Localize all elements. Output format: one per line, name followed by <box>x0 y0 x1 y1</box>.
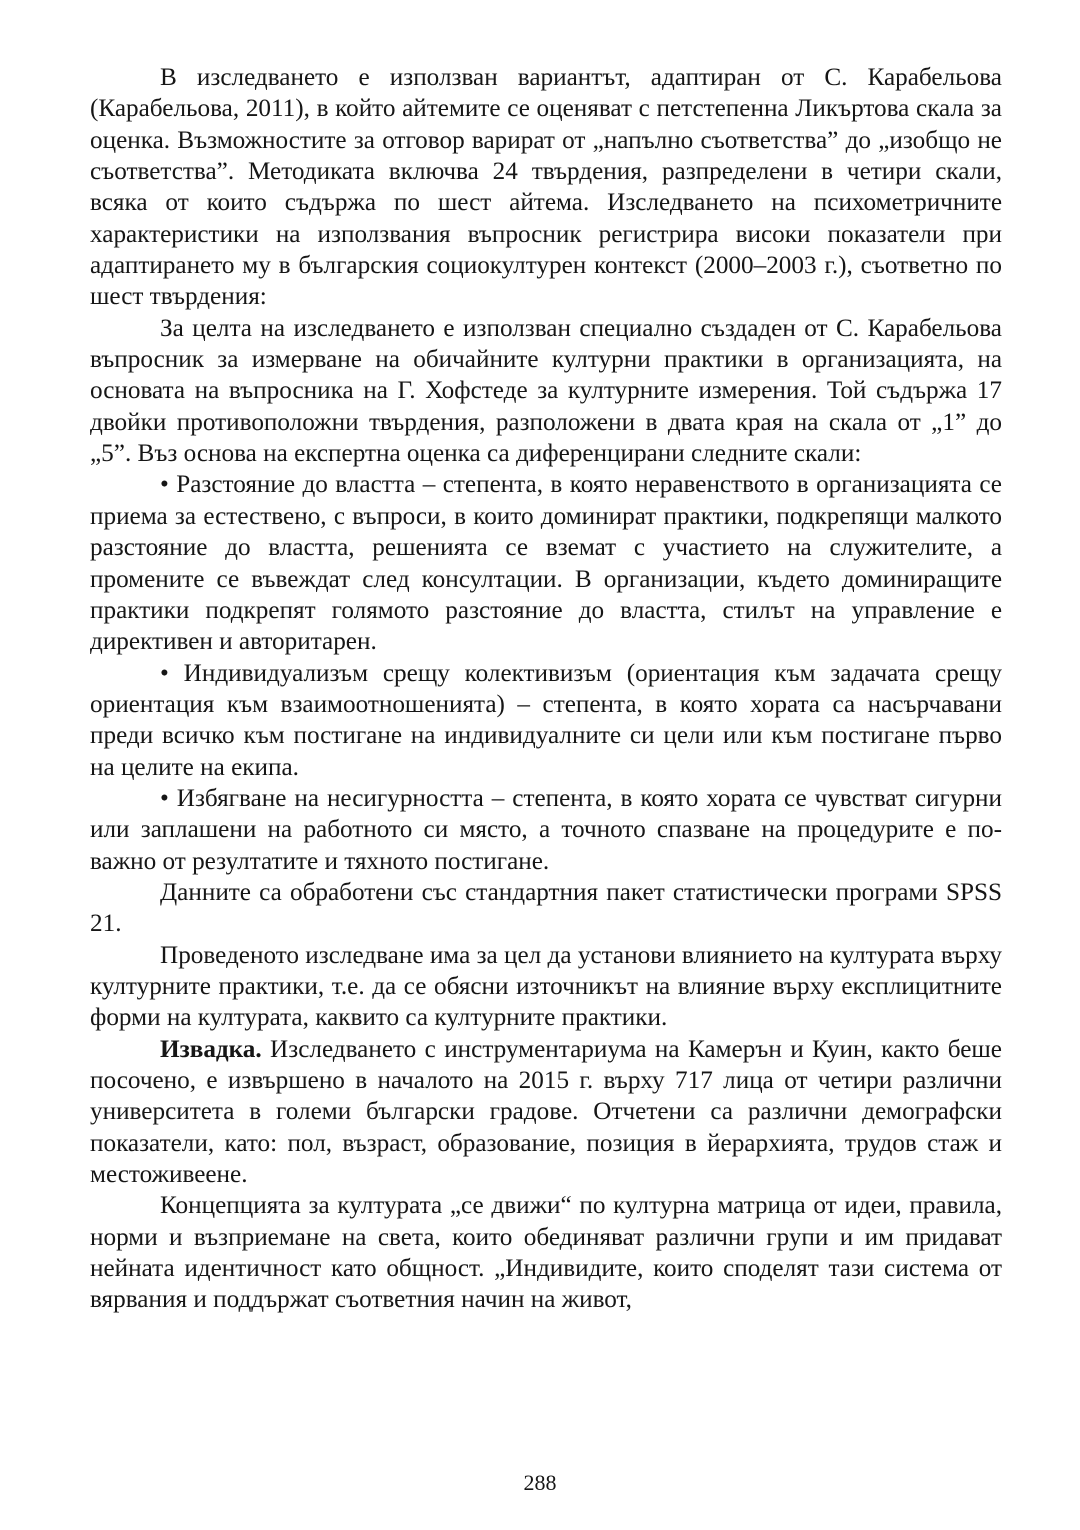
paragraph-questionnaire <box>90 313 1002 470</box>
paragraph-study-goal <box>90 940 1002 1034</box>
paragraph-text: В изследването е използван вариантът, адаптиран от С. Карабельова (Карабельова, 2011), в който айтемите се оценяват с петстепенна Ликъртова скала за оценка. Възможностите за отговор варират от „напълно съответства” до „изобщо не съответства”. Методиката включва 24 твърдения, разпределени в четири скали, всяка от които съдържа по шест айтема. Изследването на психометричните характеристики на използвания въпросник регистрира високи показатели при адаптирането му в българския социокултурен контекст (2000–2003 г.), съответно по шест твърдения: <box>90 64 1002 311</box>
page-body <box>90 62 1002 1316</box>
paragraph-text: Концепцията за културата „се движи“ по културна матрица от идеи, правила, норми и възприемане на света, които обединяват различни групи и им придават нейната идентичност като общност. „Индивидите, които споделят тази система от вярвания и поддържат съответния начин на живот, <box>90 1192 1002 1314</box>
paragraph-uncertainty-avoidance <box>90 783 1002 877</box>
paragraph-text: Данните са обработени със стандартния пакет статистически програми SPSS 21. <box>90 878 1002 938</box>
paragraph-method-adaptation <box>90 62 1002 313</box>
paragraph-text: • Избягване на несигурността – степента, в която хората се чувстват сигурни или заплашени на работното си място, а точното спазване на процедурите е по-важно от резултатите и тяхното постигане. <box>90 784 1002 875</box>
paragraph-power-distance <box>90 469 1002 657</box>
paragraph-text: • Индивидуализъм срещу колективизъм (ориентация към задачата срещу ориентация към взаимоотношенията) – степента, в която хората са насърчавани преди всичко към постигане на индивидуалните си цели или към постигане първо на целите на екипа. <box>90 659 1002 781</box>
paragraph-text: • Разстояние до властта – степента, в която неравенството в организацията се приема за естествено, с въпроси, в които доминират практики, подкрепящи малкото разстояние до властта, решенията се вземат с участието на служителите, а промените се въвеждат след консултации. В организации, където доминиращите практики подкрепят голямото разстояние до властта, стилът на управление е директивен и авторитарен. <box>90 471 1002 656</box>
paragraph-individualism <box>90 658 1002 783</box>
page-number: 288 <box>523 1470 557 1495</box>
paragraph-spss <box>90 877 1002 940</box>
paragraph-text: За целта на изследването е използван специално създаден от С. Карабельова въпросник за измерване на обичайните културни практики в организацията, на основата на въпросника на Г. Хофстеде за културните измерения. Той съдържа 17 двойки противоположни твърдения, разположени в двата края на скала от „1” до „5”. Въз основа на експертна оценка са диференцирани следните скали: <box>90 314 1002 468</box>
paragraph-sample <box>90 1034 1002 1191</box>
paragraph-lead-heading: Извадка. <box>160 1035 262 1063</box>
paragraph-text: Изследването с инструментариума на Камерън и Куин, както беше посочено, е извършено в началото на 2015 г. върху 717 лица от четири различни университета в големи български градове. Отчетени са различни демографски показатели, като: пол, възраст, образование, позиция в йерархията, трудов стаж и местоживеене. <box>90 1035 1002 1189</box>
paragraph-text: Проведеното изследване има за цел да установи влиянието на културата върху културните практики, т.е. да се обясни източникът на влияние върху експлицитните форми на културата, каквито са културните практики. <box>90 941 1002 1032</box>
paragraph-culture-concept <box>90 1190 1002 1315</box>
